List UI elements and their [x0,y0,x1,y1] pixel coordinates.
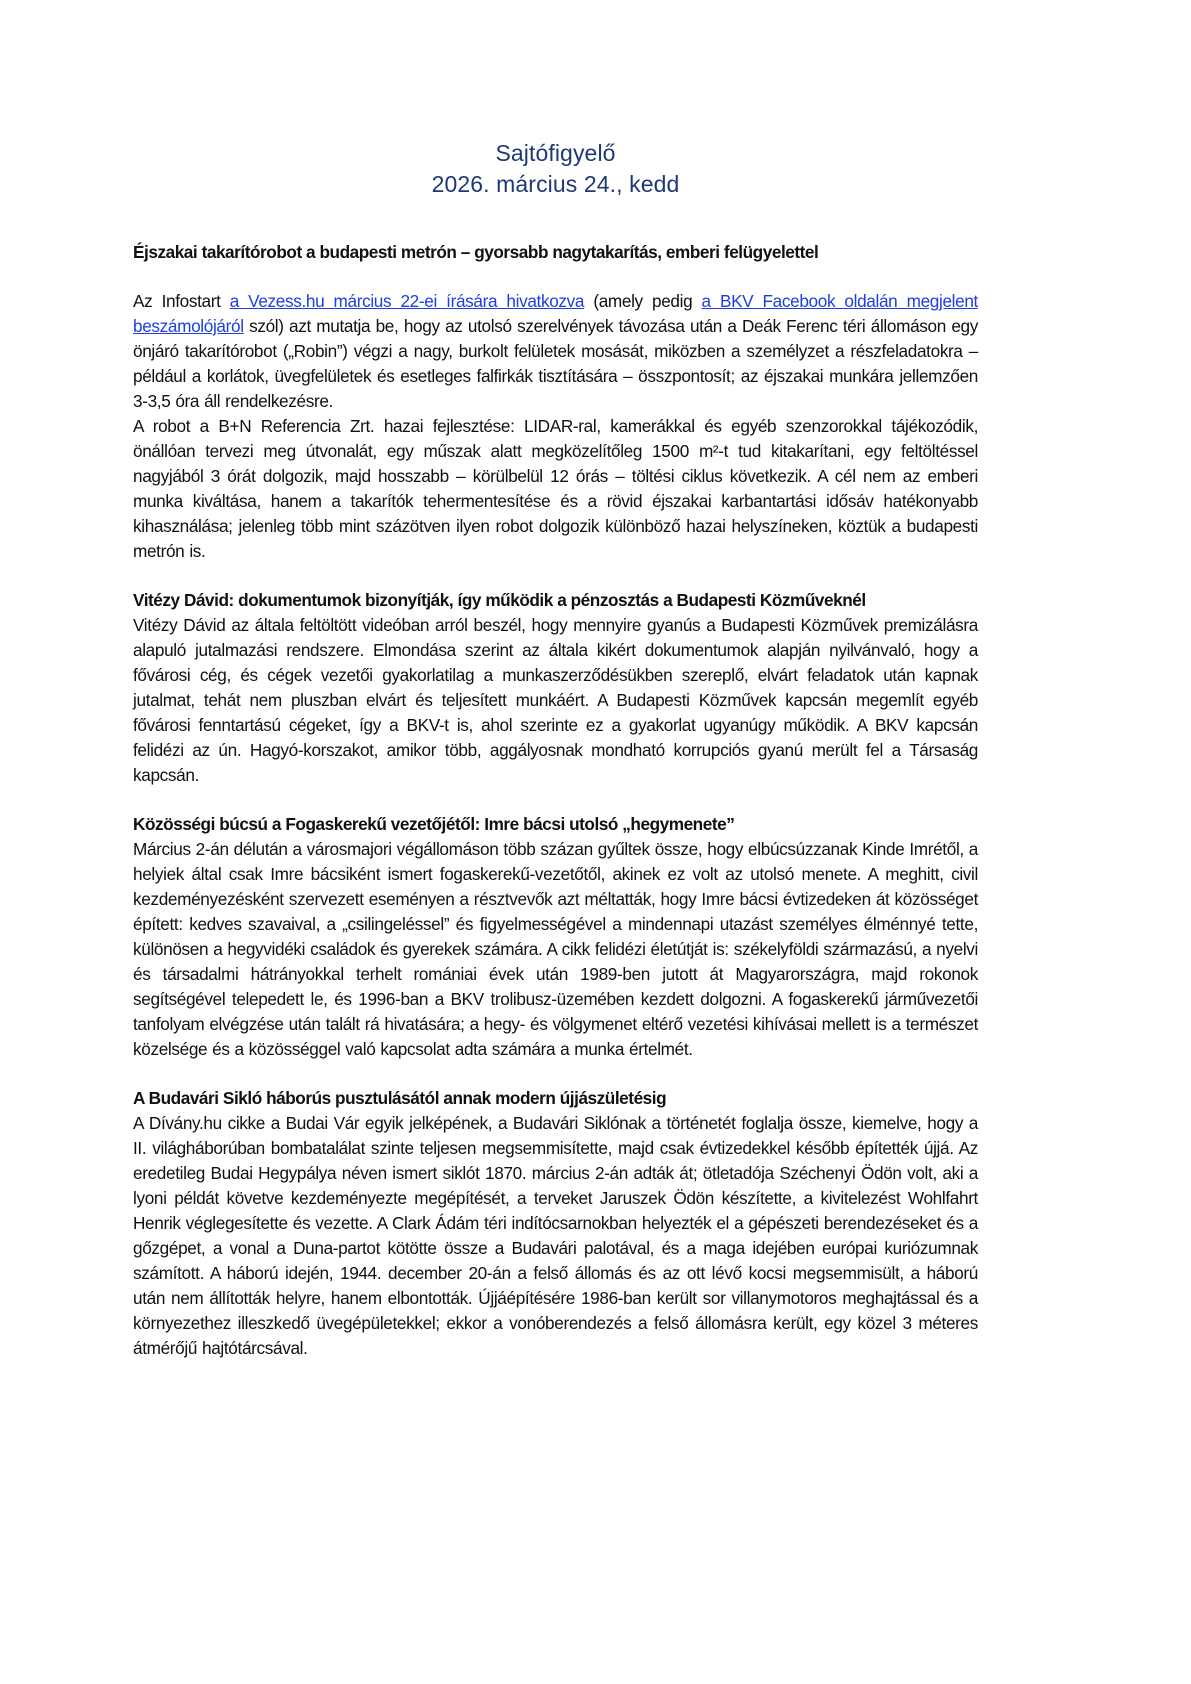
document-title [133,138,978,200]
article-paragraph: A Dívány.hu cikke a Budai Vár egyik jelképének, a Budavári Siklónak a történetét foglalja össze, kiemelve, hogy a II. világháborúban bombatalálat szinte teljesen megsemmisítette, majd csak évtizedekkel később építették újjá. Az eredetileg Budai Hegypálya néven ismert siklót 1870. március 2-án adták át; ötletadója Széchenyi Ödön volt, aki a lyoni példát követve kezdeményezte megépítését, a terveket Jaruszek Ödön készítette, a kivitelezést Wohlfahrt Henrik véglegesítette és vezette. A Clark Ádám téri indítócsarnokban helyezték el a gépészeti berendezéseket és a gőzgépet, a vonal a Duna-partot kötötte össze a Budavári palotával, és a maga idejében európai kuriózumnak számított. A háború idején, 1944. december 20-án a felső állomás és az ott lévő kocsi megsemmisült, a háború után nem állították helyre, hanem elbontották. Újjáépítésére 1986-ban került sor villanymotoros meghajtással és a környezethez illeszkedő üvegépületekkel; ekkor a vonóberendezés a felső állomásra került, egy közel 3 méteres átmérőjű hajtótárcsával. [133,1113,978,1358]
article-heading: Közösségi búcsú a Fogaskerekű vezetőjétől: Imre bácsi utolsó „hegymenete” [133,814,735,834]
article-paragraph [133,289,978,414]
article-heading: Vitézy Dávid: dokumentumok bizonyítják, így működik a pénzosztás a Budapesti Közműveknél [133,590,866,610]
date-text: 2026. március 24., kedd [431,171,680,197]
bkv-facebook-report-link[interactable]: a BKV Facebook oldalán megjelent beszámolójáról [133,291,978,336]
article-vitezy-documents [133,588,978,788]
paragraph-text: (amely pedig [584,291,702,311]
paragraph-text: Az Infostart [133,291,230,311]
articles-list [133,240,978,1361]
article-cleaning-robot [133,240,978,564]
article-paragraph: A robot a B+N Referencia Zrt. hazai fejlesztése: LIDAR-ral, kamerákkal és egyéb szenzorokkal tájékozódik, önállóan tervezi meg útvonalát, egy műszak alatt megközelítőleg 1500 m²-t tud kitakarítani, egy feltöltéssel nagyjából 3 órát dolgozik, majd hosszabb – körülbelül 12 órás – töltési ciklus következik. A cél nem az emberi munka kiváltása, hanem a takarítók tehermentesítése és a rövid éjszakai karbantartási idősáv hatékonyabb kihasználása; jelenleg több mint százötven ilyen robot dolgozik különböző hazai helyszíneken, köztük a budapesti metrón is. [133,416,978,561]
article-paragraph: Vitézy Dávid az általa feltöltött videóban arról beszél, hogy mennyire gyanús a Budapesti Közművek premizálásra alapuló jutalmazási rendszere. Elmondása szerint az általa kikért dokumentumok alapján nyilvánvaló, hogy a fővárosi cég, és cégek vezetői gyakorlatilag a munkaszerződésükben szereplő, elvárt feladatok után kapnak jutalmat, tehát nem pluszban elvárt és teljesített munkáért. A Budapesti Közművek kapcsán megemlít egyéb fővárosi fenntartású cégeket, így a BKV-t is, ahol szerinte ez a gyakorlat ugyanúgy működik. A BKV kapcsán felidézi az ún. Hagyó-korszakot, amikor több, aggályosnak mondható korrupciós gyanú merült fel a Társaság kapcsán. [133,615,978,785]
document-page [133,138,978,1385]
paragraph-text: szól) azt mutatja be, hogy az utolsó szerelvények távozása után a Deák Ferenc téri állomáson egy önjáró takarítórobot („Robin”) végzi a nagy, burkolt felületek mosását, miközben a személyzet a részfeladatokra – például a korlátok, üvegfelületek és esetleges falfirkák tisztítására – összpontosít; az éjszakai munkára jellemzően 3-3,5 óra áll rendelkezésre. [133,316,978,411]
article-paragraph: Március 2-án délután a városmajori végállomáson több százan gyűltek össze, hogy elbúcsúzzanak Kinde Imrétől, a helyiek által csak Imre bácsiként ismert fogaskerekű-vezetőtől, akinek ez volt az utolsó menete. A meghitt, civil kezdeményezésként szervezett eseményen a résztvevők azt méltatták, hogy Imre bácsi évtizedeken át közösséget épített: kedves szavaival, a „csilingeléssel” és figyelmességével a mindennapi utazást személyes élménnyé tette, különösen a hegyvidéki családok és gyerekek számára. A cikk felidézi életútját is: székelyföldi származású, a nyelvi és társadalmi hátrányokkal terhelt romániai évek után 1989-ben jutott át Magyarországra, majd rokonok segítségével telepedett le, és 1996-ban a BKV trolibusz-üzemében kezdett dolgozni. A fogaskerekű járművezetői tanfolyam elvégzése után talált rá hivatására; a hegy- és völgymenet eltérő vezetési kihívásai mellett is a természet közelsége és a közösséggel való kapcsolat adta számára a munka értelmét. [133,839,978,1059]
article-cogwheel-farewell [133,812,978,1062]
vezess-article-link[interactable]: a Vezess.hu március 22-ei írására hivatkozva [229,291,585,311]
title-text: Sajtófigyelő [495,140,616,166]
article-budavari-siklo [133,1086,978,1361]
article-heading: Éjszakai takarítórobot a budapesti metrón – gyorsabb nagytakarítás, emberi felügyelettel [133,242,819,262]
article-heading: A Budavári Sikló háborús pusztulásától annak modern újjászületésig [133,1088,667,1108]
